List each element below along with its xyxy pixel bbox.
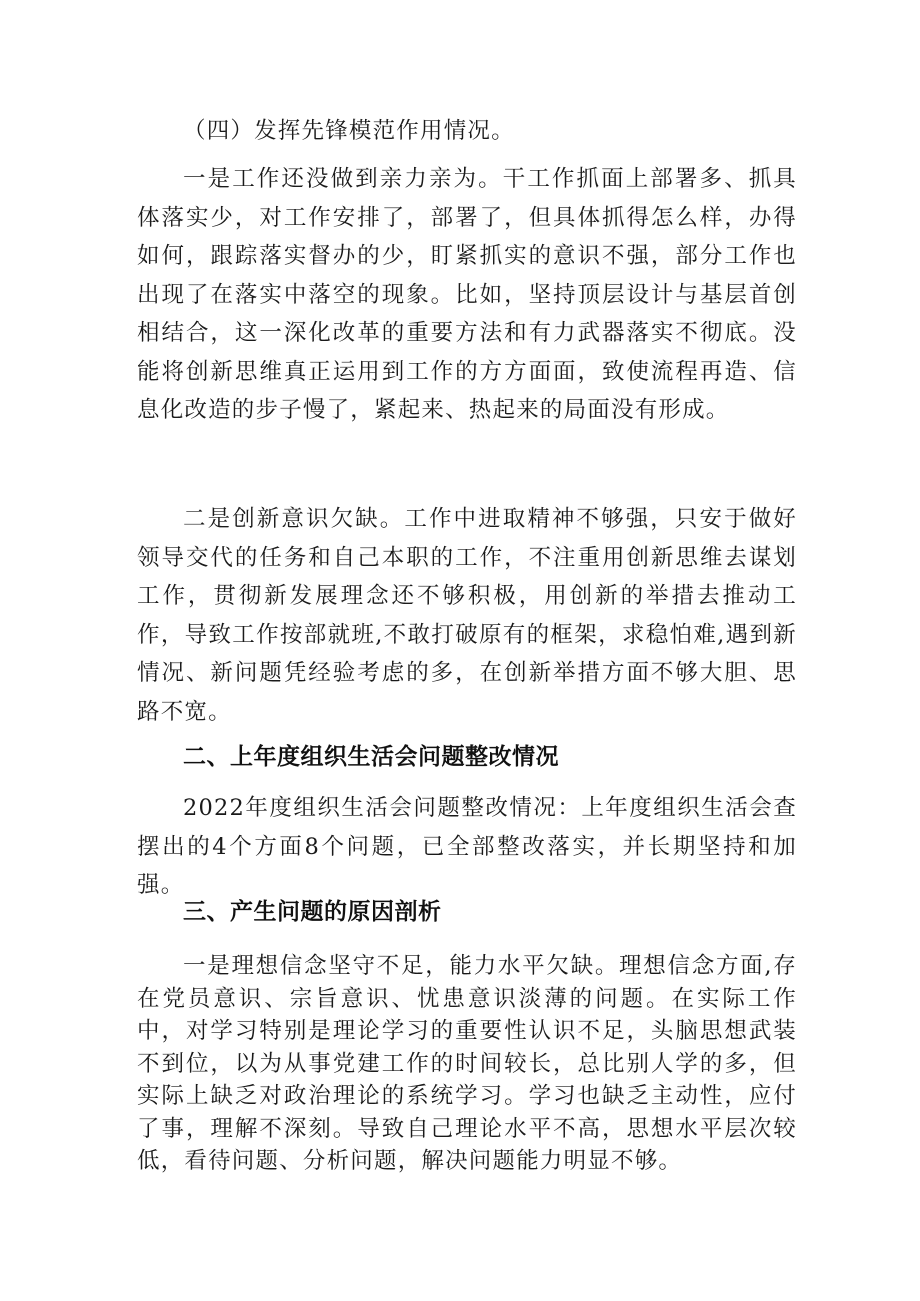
- paragraph-rectification-status: 2022年度组织生活会问题整改情况：上年度组织生活会查摆出的4个方面8个问题，已全部整改落实，并长期坚持和加强。: [137, 795, 797, 898]
- paragraph-lack-innovation: 二是创新意识欠缺。工作中进取精神不够强，只安于做好领导交代的任务和自己本职的工作，不注重用创新思维去谋划工作，贯彻新发展理念还不够积极，用创新的举措去推动工作，导致工作按部就班,不敢打破原有的框架，求稳怕难,遇到新情况、新问题凭经验考虑的多，在创新举措方面不够大胆、思路不宽。: [137, 506, 797, 725]
- sub-heading-pioneer-role: （四）发挥先锋模范作用情况。: [183, 118, 515, 144]
- paragraph-not-hands-on: 一是工作还没做到亲力亲为。干工作抓面上部署多、抓具体落实少，对工作安排了，部署了，但具体抓得怎么样，办得如何，跟踪落实督办的少，盯紧抓实的意识不强，部分工作也出现了在落实中落空的现象。比如，坚持顶层设计与基层首创相结合，这一深化改革的重要方法和有力武器落实不彻底。没能将创新思维真正运用到工作的方方面面，致使流程再造、信息化改造的步子慢了，紧起来、热起来的局面没有形成。: [137, 166, 797, 423]
- section-heading-rectification: 二、上年度组织生活会问题整改情况: [183, 744, 559, 770]
- paragraph-ideals-insufficient: 一是理想信念坚守不足，能力水平欠缺。理想信念方面,存在党员意识、宗旨意识、忧患意识淡薄的问题。在实际工作中，对学习特别是理论学习的重要性认识不足，头脑思想武装不到位，以为从事党建工作的时间较长，总比别人学的多，但实际上缺乏对政治理论的系统学习。学习也缺乏主动性，应付了事，理解不深刻。导致自己理论水平不高，思想水平层次较低，看待问题、分析问题，解决问题能力明显不够。: [137, 953, 797, 1174]
- section-heading-cause-analysis: 三、产生问题的原因剖析: [183, 899, 442, 925]
